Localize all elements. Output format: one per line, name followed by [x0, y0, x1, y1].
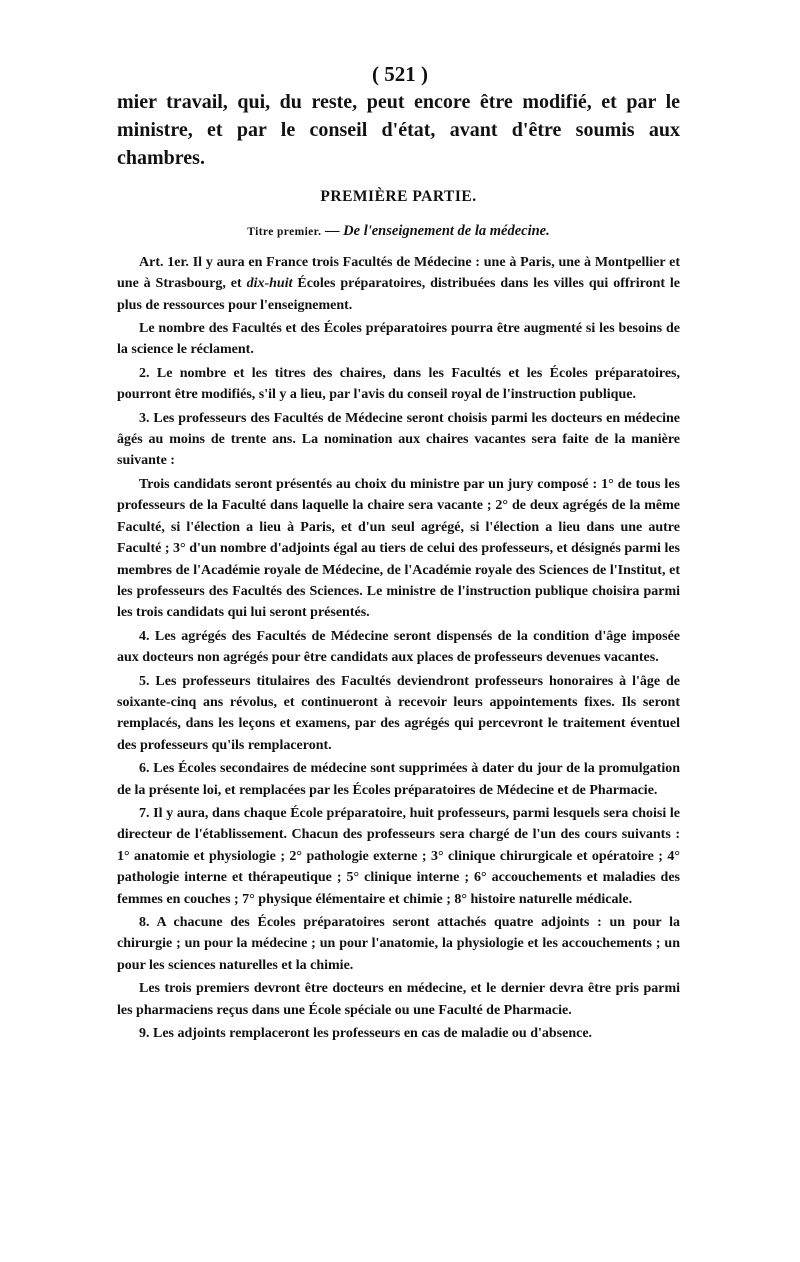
article-9: 9. Les adjoints remplaceront les professeurs en cas de maladie ou d'absence.: [139, 1026, 593, 1042]
article-8: 8. A chacune des Écoles préparatoires seront attachés quatre adjoints : un pour la chirurgie ; un pour la médecine ; un pour l'anatomie, la physiologie et les accouchements ; un pour les sciences naturelles et la chimie.: [117, 915, 680, 973]
article-8-paragraph-2: Les trois premiers devront être docteurs en médecine, et le dernier devra être pris parmi les pharmaciens reçus dans une École spéciale ou une Faculté de Pharmacie.: [117, 981, 680, 1018]
article-1-emphasis: dix-huit: [246, 276, 293, 292]
section-title: [117, 221, 680, 243]
article-7: 7. Il y aura, dans chaque École préparatoire, huit professeurs, parmi lesquels sera choisi le directeur de l'établissement. Chacun des professeurs sera chargé de l'un des cours suivants : 1° anatomie et physiologie ; 2° pathologie externe ; 3° clinique chirurgicale et opératoire ; 4° pathologie interne et thérapeutique ; 5° clinique interne ; 6° accouchements et maladies des femmes en couches ; 7° physique élémentaire et chimie ; 8° histoire naturelle médicale.: [117, 805, 680, 907]
article-4: 4. Les agrégés des Facultés de Médecine seront dispensés de la condition d'âge imposée aux docteurs non agrégés pour être candidats aux places de professeurs devenues vacantes.: [117, 628, 680, 666]
page-number: ( 521 ): [372, 62, 428, 86]
article-3: 3. Les professeurs des Facultés de Médecine seront choisis parmi les docteurs en médecine âgés au moins de trente ans. La nomination aux chaires vacantes sera faite de la manière suivante :: [117, 410, 680, 469]
section-title-label: Titre premier.: [247, 226, 322, 239]
section-title-text: De l'enseignement de la médecine.: [343, 223, 550, 240]
article-6: 6. Les Écoles secondaires de médecine sont supprimées à dater du jour de la promulgation de la présente loi, et remplacées par les Écoles préparatoires de Médecine et de Pharmacie.: [117, 761, 680, 798]
article-5: 5. Les professeurs titulaires des Facultés deviendront professeurs honoraires à l'âge de soixante-cinq ans révolus, et continueront à recevoir leurs appointements fixes. Ils seront remplacés, dans les leçons et examens, par des agrégés qui percevront le traitement éventuel des professeurs qu'ils remplaceront.: [117, 673, 680, 753]
article-1-text-b: Écoles préparatoires, distribuées dans les villes qui offriront le plus de ressources pour l'enseignement.: [117, 276, 681, 313]
article-1-text-a: Il y aura en France trois Facultés de Médecine : une à Paris, une à Montpellier et une à Strasbourg, et: [117, 254, 680, 292]
article-2: 2. Le nombre et les titres des chaires, dans les Facultés et les Écoles préparatoires, pourront être modifiés, s'il y a lieu, par l'avis du conseil royal de l'instruction publique.: [117, 365, 680, 403]
page-body: [117, 88, 680, 1046]
article-1: [117, 252, 680, 316]
section-title-dash: —: [321, 223, 344, 240]
article-1-paragraph-2: Le nombre des Facultés et des Écoles préparatoires pourra être augmenté si les besoins de la science le réclament.: [117, 321, 680, 358]
article-1-label: Art. 1er.: [139, 254, 189, 270]
lead-paragraph: mier travail, qui, du reste, peut encore être modifié, et par le ministre, et par le conseil d'état, avant d'être soumis aux chambres.: [117, 91, 680, 169]
article-3-paragraph-2: Trois candidats seront présentés au choix du ministre par un jury composé : 1° de tous les professeurs de la Faculté dans laquelle la chaire sera vacante ; 2° de deux agrégés de la même Faculté, si l'élection a lieu à Paris, et d'un seul agrégé, si l'élection a lieu dans une autre Faculté ; 3° d'un nombre d'adjoints égal au tiers de celui des professeurs, et désignés parmi les membres de l'Académie royale de Médecine, de l'Académie royale des Sciences de l'Institut, et les professeurs des Facultés des Sciences. Le ministre de l'instruction publique choisira parmi les trois candidats qui lui seront présentés.: [117, 476, 680, 621]
part-title: PREMIÈRE PARTIE.: [320, 188, 477, 205]
